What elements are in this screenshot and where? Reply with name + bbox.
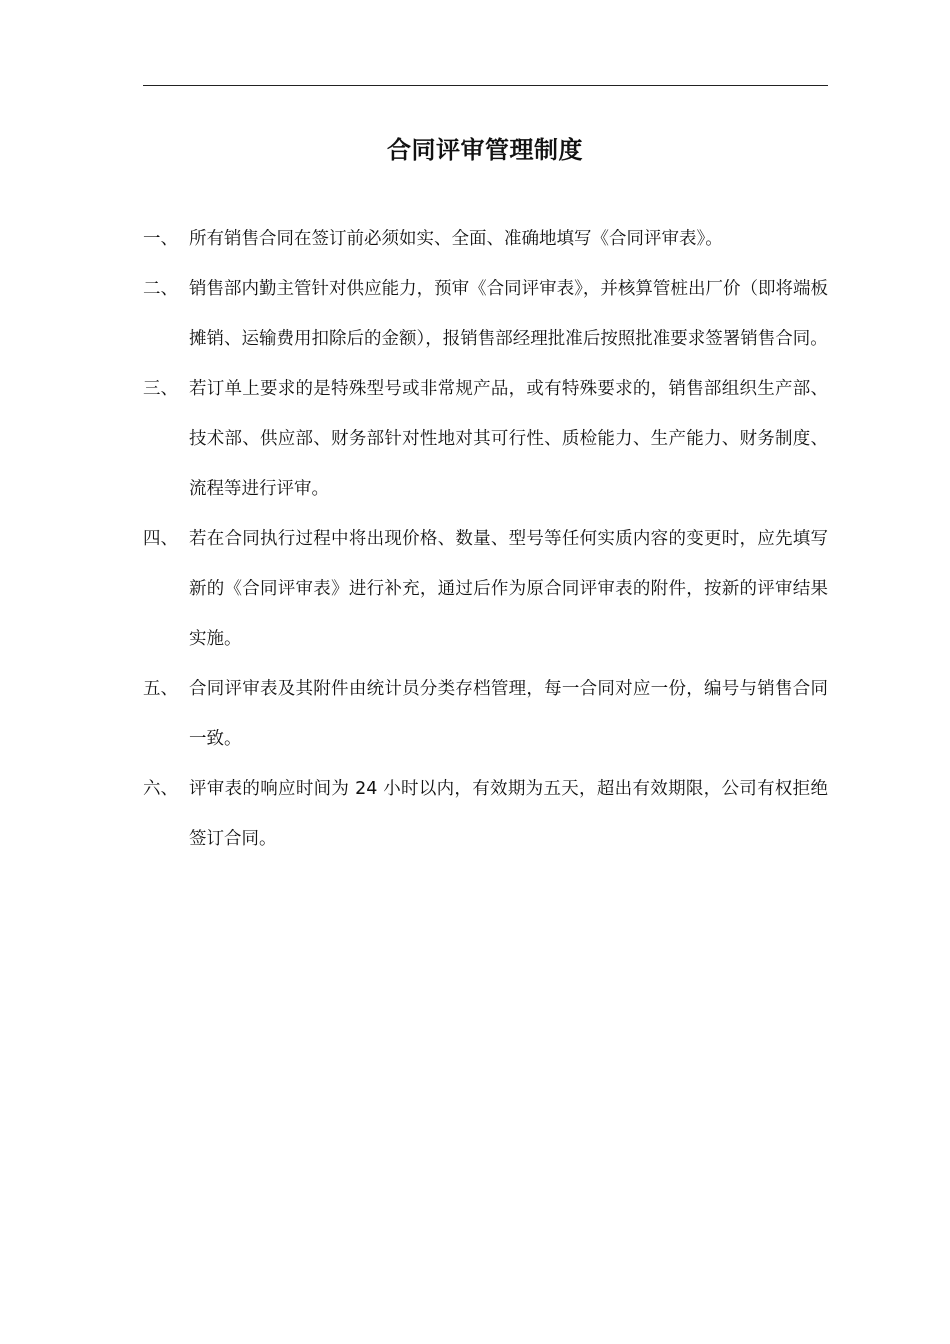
- clause-text: 评审表的响应时间为 24 小时以内，有效期为五天，超出有效期限，公司有权拒绝签订合同。: [189, 779, 828, 849]
- clause-number: 四、: [143, 529, 178, 549]
- clause-text: 合同评审表及其附件由统计员分类存档管理，每一合同对应一份，编号与销售合同一致。: [189, 679, 828, 749]
- clause-list: [143, 214, 828, 864]
- clause-text: 所有销售合同在签订前必须如实、全面、准确地填写《合同评审表》。: [189, 229, 723, 249]
- clause-number: 六、: [143, 779, 178, 799]
- clause-item: [143, 764, 828, 864]
- clause-number: 三、: [143, 379, 178, 399]
- clause-item: [143, 664, 828, 764]
- clause-item: [143, 514, 828, 664]
- clause-text: 若在合同执行过程中将出现价格、数量、型号等任何实质内容的变更时，应先填写新的《合同评审表》进行补充，通过后作为原合同评审表的附件，按新的评审结果实施。: [189, 529, 828, 649]
- document-title: 合同评审管理制度: [387, 136, 583, 164]
- clause-item: [143, 364, 828, 514]
- clause-item: [143, 214, 828, 264]
- clause-number: 一、: [143, 229, 178, 249]
- clause-text: 若订单上要求的是特殊型号或非常规产品，或有特殊要求的，销售部组织生产部、技术部、供应部、财务部针对性地对其可行性、质检能力、生产能力、财务制度、流程等进行评审。: [189, 379, 828, 499]
- clause-text: 销售部内勤主管针对供应能力，预审《合同评审表》，并核算管桩出厂价（即将端板摊销、运输费用扣除后的金额），报销售部经理批准后按照批准要求签署销售合同。: [189, 279, 828, 349]
- header-rule: [143, 85, 828, 86]
- clause-number: 二、: [143, 279, 178, 299]
- clause-item: [143, 264, 828, 364]
- clause-number: 五、: [143, 679, 178, 699]
